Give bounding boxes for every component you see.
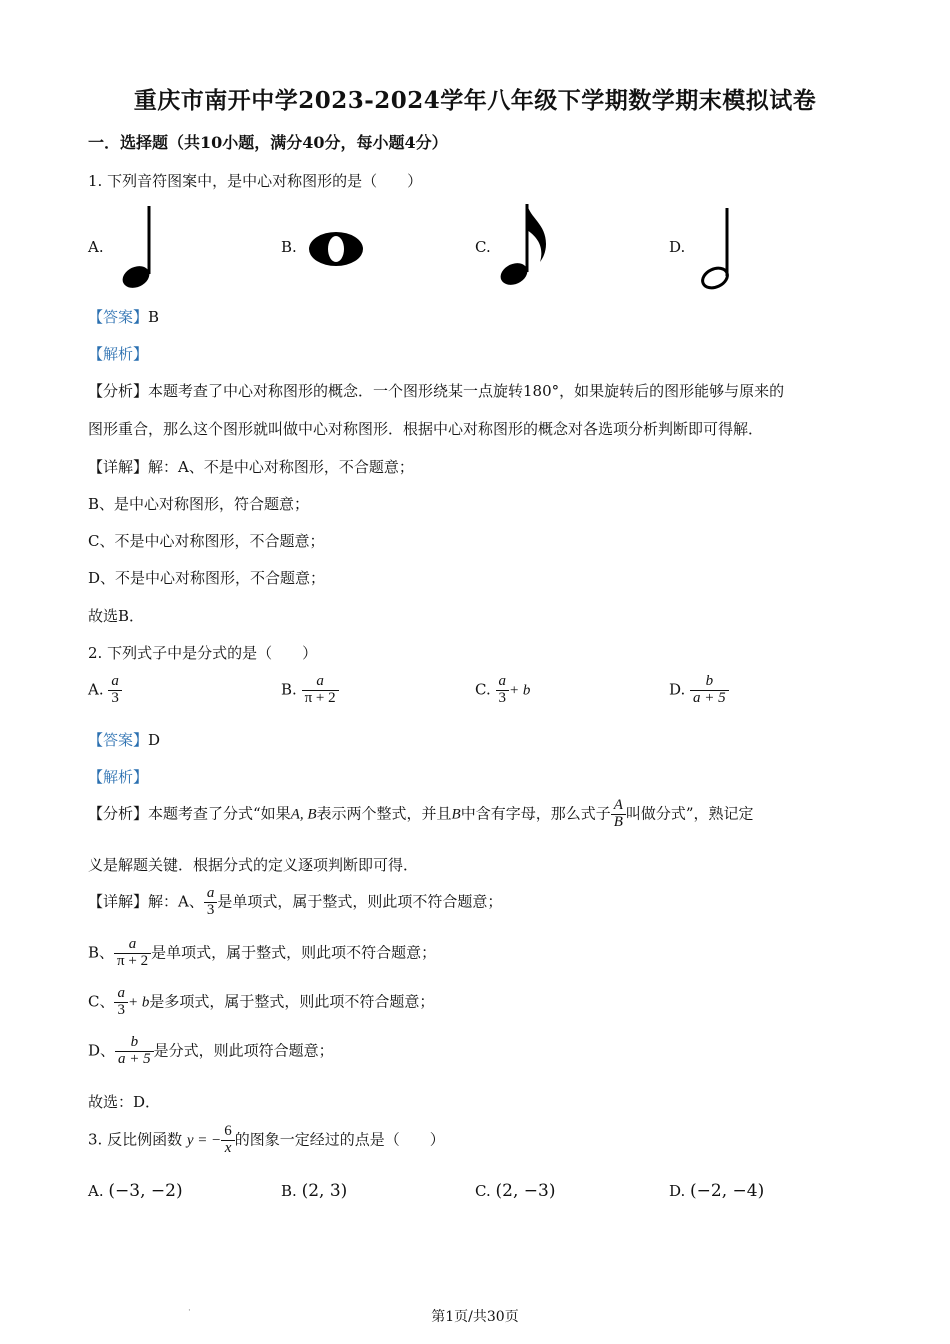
q2-fenxi-line2: 义是解题关键．根据分式的定义逐项判断即可得．	[88, 856, 419, 874]
q2-option-d: D. $\frac{b}{a + 5}$	[669, 674, 729, 707]
q1-option-c-label: C.	[475, 238, 491, 256]
q2-d-fraction: $\frac{b}{a + 5}$	[690, 674, 729, 707]
q2-option-b: B. $\frac{a}{\pi + 2}$	[281, 674, 339, 707]
quarter-note-icon	[116, 204, 156, 290]
q3-stem: 3. 反比例函数 y = − $\frac{6}{x}$ 的图象一定经过的点是（ ）	[88, 1123, 445, 1156]
q1-stem: 1. 下列音符图案中，是中心对称图形的是（ ）	[88, 172, 423, 190]
q2-a-fraction: $\frac{a}{3}$	[108, 674, 122, 707]
q1-fenxi-line2: 图形重合，那么这个图形就叫做中心对称图形．根据中心对称图形的概念对各选项分析判断即可得解．	[88, 420, 764, 438]
q1-fenxi-line1: 【分析】本题考查了中心对称图形的概念．一个图形绕某一点旋转180°，如果旋转后的图形能够与原来的	[88, 382, 785, 400]
q2-answer: 【答案】D	[88, 731, 161, 749]
q2-c-fraction: $\frac{a}{3}$	[496, 674, 510, 707]
q3-option-d: D. (−2, −4)	[669, 1181, 765, 1201]
q1-detail-line4: D、不是中心对称图形，不合题意；	[88, 569, 326, 587]
q3-option-c: C. (2, −3)	[475, 1181, 556, 1201]
q3-fraction: $\frac{6}{x}$	[221, 1124, 235, 1157]
q1-conclusion: 故选B．	[88, 607, 145, 625]
q2-detail-b: B、 $\frac{a}{\pi + 2}$ 是单项式，属于整式，则此项不符合题意；	[88, 936, 437, 969]
stray-dot: ·	[188, 1306, 191, 1316]
q1-option-d-label: D.	[669, 238, 686, 256]
q2-fenxi-fraction: $\frac{A}{B}$	[611, 798, 626, 831]
page-title: 重庆市南开中学2023-2024学年八年级下学期数学期末模拟试卷	[133, 87, 817, 114]
q1-option-a-label: A.	[88, 238, 104, 256]
q1-detail-line2: B、是中心对称图形，符合题意；	[88, 495, 310, 513]
q1-detail-line1: 【详解】解：A、不是中心对称图形，不合题意；	[88, 458, 414, 476]
half-note-icon	[698, 204, 738, 290]
q2-detail-d: D、 $\frac{b}{a + 5}$ 是分式，则此项符合题意；	[88, 1034, 334, 1067]
q1-answer: 【答案】B	[88, 308, 160, 326]
q2-fenxi-line1: 【分析】本题考查了分式“如果A, B表示两个整式，并且B中含有字母，那么式子 $\frac{A}{B}$ 叫做分式”，熟记定	[88, 797, 754, 830]
q2-analysis-tag: 【解析】	[88, 768, 149, 786]
q3-option-b: B. (2, 3)	[281, 1181, 348, 1201]
q1-detail-line3: C、不是中心对称图形，不合题意；	[88, 532, 325, 550]
q3-option-a: A. (−3, −2)	[88, 1181, 183, 1201]
q2-option-c: C. $\frac{a}{3}$ + b	[475, 673, 531, 706]
page-footer: 第1页/共30页	[431, 1309, 519, 1325]
q2-detail-a: 【详解】解：A、 $\frac{a}{3}$ 是单项式，属于整式，则此项不符合题意；	[88, 885, 503, 918]
q2-conclusion: 故选：D．	[88, 1093, 161, 1111]
q1-option-b-label: B.	[281, 238, 297, 256]
q2-option-a: A. $\frac{a}{3}$	[88, 674, 122, 707]
eighth-note-icon	[496, 200, 556, 290]
whole-note-icon	[306, 228, 366, 270]
q2-b-fraction: $\frac{a}{\pi + 2}$	[302, 674, 339, 707]
section-heading: 一．选择题（共10小题，满分40分，每小题4分）	[88, 133, 448, 152]
q2-stem: 2. 下列式子中是分式的是（ ）	[88, 644, 318, 662]
q2-detail-c: C、 $\frac{a}{3}$ + b是多项式，属于整式，则此项不符合题意；	[88, 985, 435, 1018]
q1-analysis-tag: 【解析】	[88, 345, 149, 363]
